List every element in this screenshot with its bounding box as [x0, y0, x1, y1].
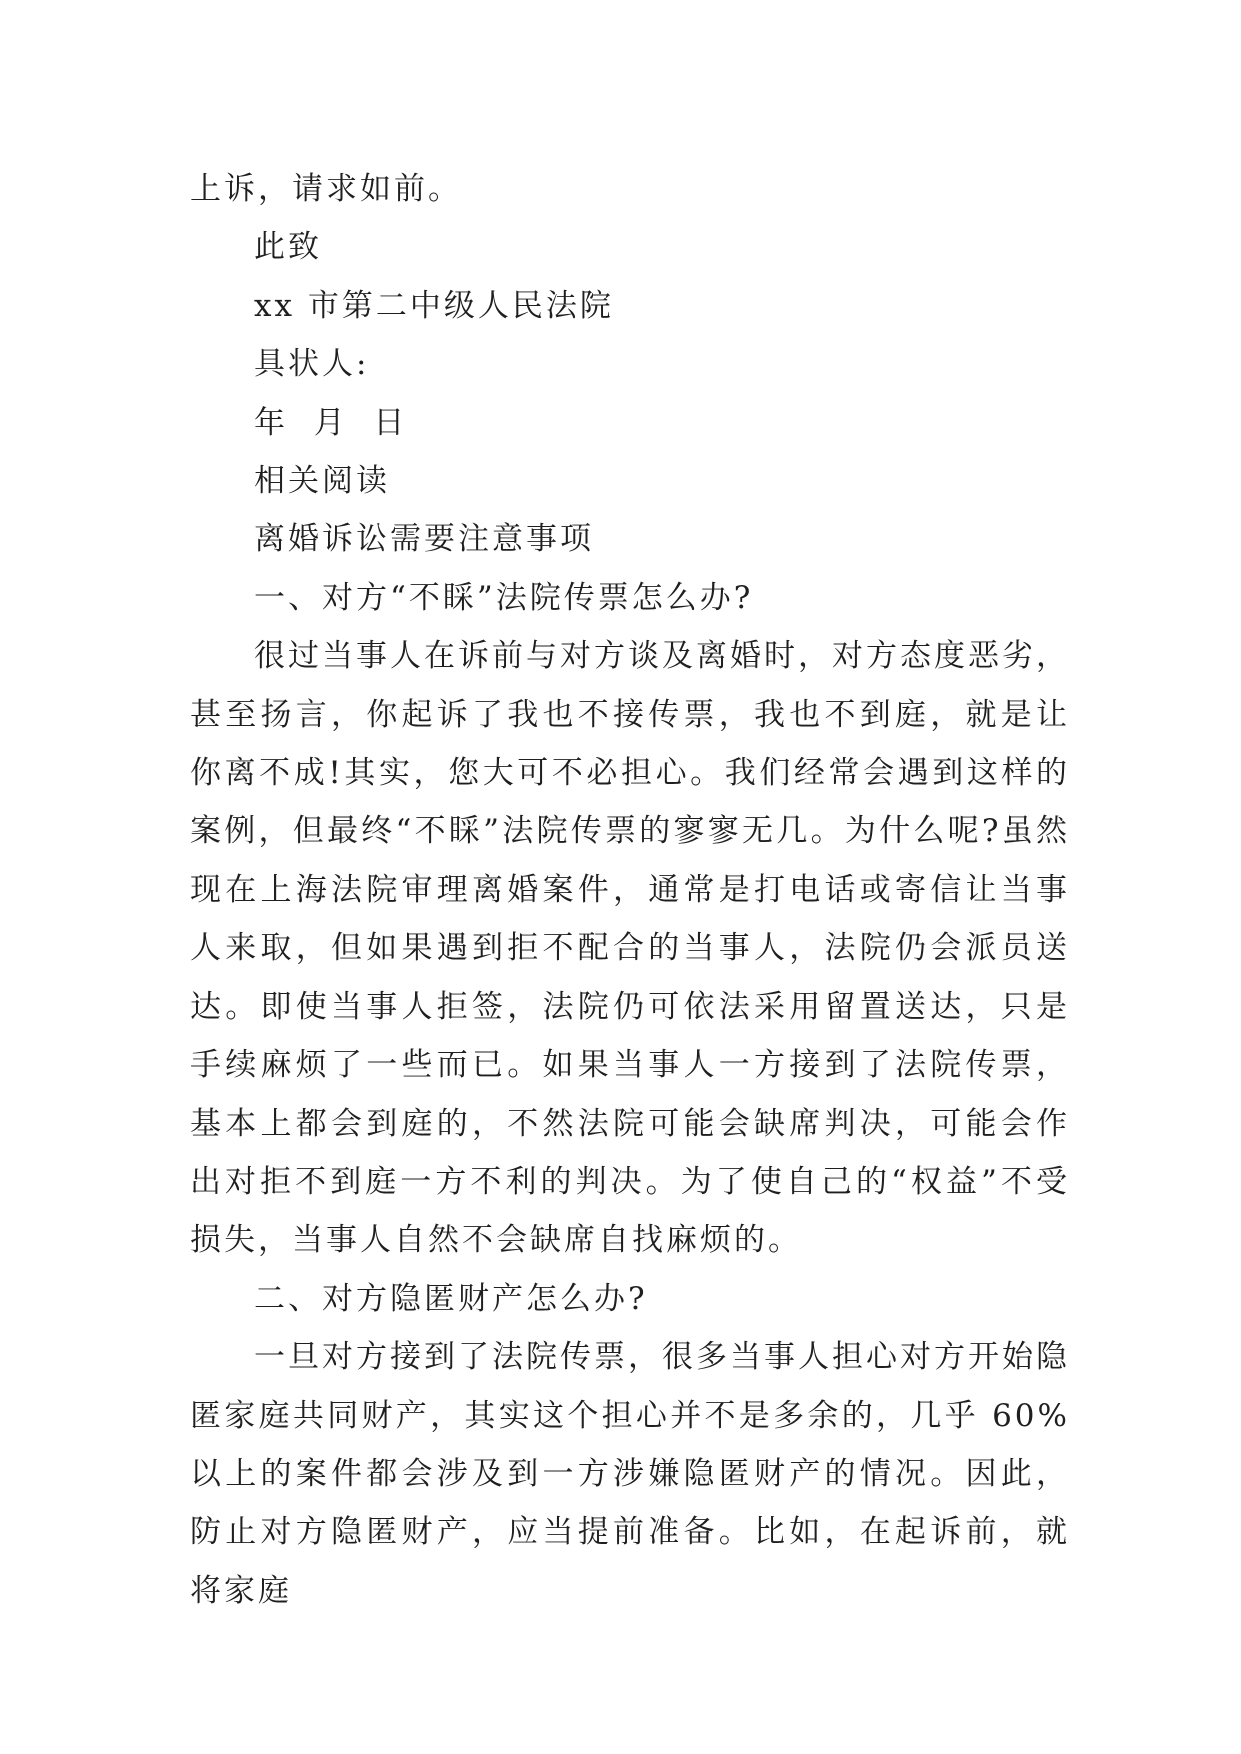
section-2-heading-paragraph: 二、对方隐匿财产怎么办?	[254, 1280, 648, 1317]
court-name-paragraph: xx 市第二中级人民法院	[254, 287, 614, 324]
appeal-request-paragraph: 上诉，请求如前。	[190, 171, 462, 207]
signatory-paragraph: 具状人:	[254, 346, 370, 383]
document-body	[190, 160, 1070, 1620]
section-1-heading-paragraph: 一、对方“不睬”法院传票怎么办?	[254, 579, 754, 616]
date-line-paragraph: 年 月 日	[254, 404, 408, 441]
section-2-body-paragraph: 一旦对方接到了法院传票，很多当事人担心对方开始隐匿家庭共同财产，其实这个担心并不是多余的，几乎 60%以上的案件都会涉及到一方涉嫌隐匿财产的情况。因此，防止对方隐匿财产，应当提前准备。比如，在起诉前，就将家庭	[190, 1339, 1070, 1609]
salutation-paragraph: 此致	[254, 229, 322, 266]
section-1-body-paragraph: 很过当事人在诉前与对方谈及离婚时，对方态度恶劣，甚至扬言，你起诉了我也不接传票，我也不到庭，就是让你离不成!其实，您大可不必担心。我们经常会遇到这样的案例，但最终“不睬”法院传票的寥寥无几。为什么呢?虽然现在上海法院审理离婚案件，通常是打电话或寄信让当事人来取，但如果遇到拒不配合的当事人，法院仍会派员送达。即使当事人拒签，法院仍可依法采用留置送达，只是手续麻烦了一些而已。如果当事人一方接到了法院传票，基本上都会到庭的，不然法院可能会缺席判决，可能会作出对拒不到庭一方不利的判决。为了使自己的“权益”不受损失，当事人自然不会缺席自找麻烦的。	[190, 638, 1070, 1259]
article-title-paragraph: 离婚诉讼需要注意事项	[254, 521, 594, 558]
related-reading-paragraph: 相关阅读	[254, 463, 390, 500]
